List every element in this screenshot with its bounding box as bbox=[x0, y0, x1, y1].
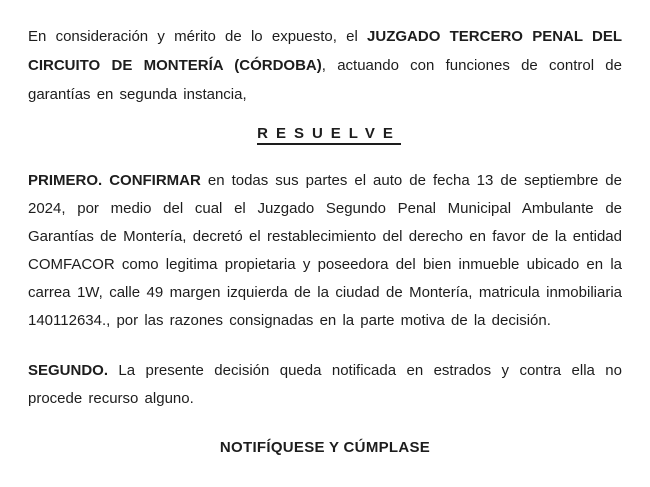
segundo-paragraph bbox=[28, 357, 622, 413]
court-name: JUZGADO TERCERO PENAL DEL CIRCUITO DE MONTERÍA (CÓRDOBA) bbox=[28, 28, 622, 74]
primero-paragraph bbox=[28, 167, 622, 335]
segundo-text: La presente decisión queda notificada en estrados y contra ella no procede recurso alguno. bbox=[28, 362, 622, 407]
notifiquese-heading: NOTIFÍQUESE Y CÚMPLASE bbox=[219, 439, 431, 456]
primero-text: en todas sus partes el auto de fecha 13 de septiembre de 2024, por medio del cual el Juzgado Segundo Penal Municipal Ambulante de Garantías de Montería, decretó el restablecimiento del derecho en favor de la entidad COMFACOR como legitima propietaria y poseedora del bien inmueble ubicado en la carrea 1W, calle 49 margen izquierda de la ciudad de Montería, matricula inmobiliaria 140112634., por las razones consignadas en la parte motiva de la decisión. bbox=[28, 172, 622, 329]
intro-paragraph bbox=[28, 22, 622, 109]
intro-text-before: En consideración y mérito de lo expuesto, el bbox=[28, 28, 368, 45]
resuelve-underlined-text: RESUELVE bbox=[257, 125, 401, 145]
primero-label: PRIMERO. CONFIRMAR bbox=[28, 172, 201, 189]
intro-text-after: , actuando con funciones de control de garantías en segunda instancia, bbox=[28, 57, 622, 103]
resuelve-heading bbox=[28, 119, 622, 148]
segundo-label: SEGUNDO. bbox=[28, 362, 109, 379]
